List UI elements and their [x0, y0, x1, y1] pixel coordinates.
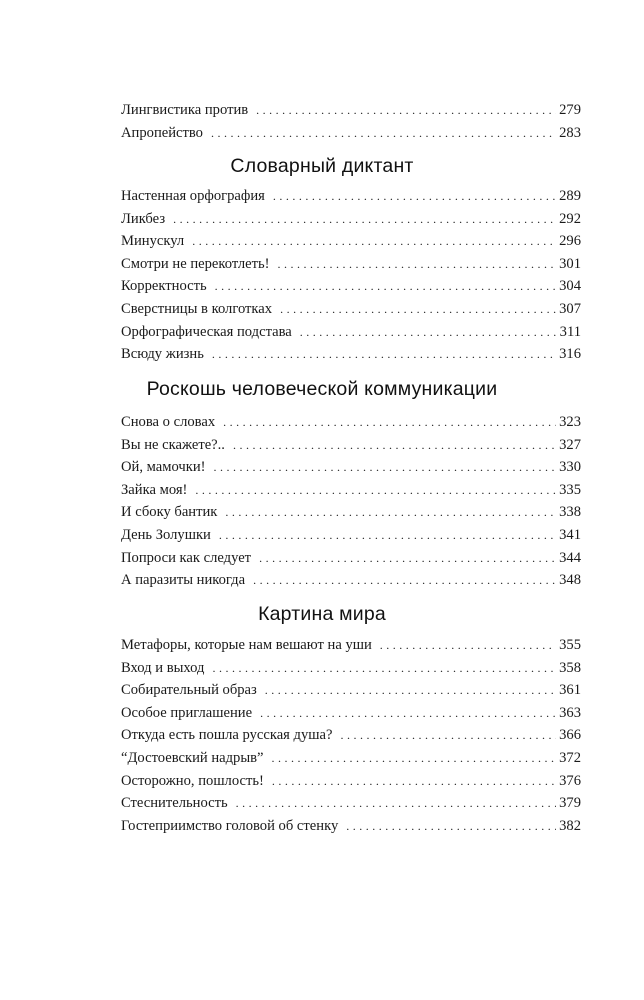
- toc-entry[interactable]: [121, 770, 581, 793]
- toc-entry[interactable]: [121, 792, 581, 815]
- toc-entry-title: День Золушки: [121, 526, 211, 543]
- toc-entry-page: 323: [559, 414, 581, 430]
- toc-entry-page: 301: [559, 255, 581, 272]
- toc-entry-title: Попроси как следует: [121, 549, 252, 566]
- toc-section-list: [121, 411, 581, 592]
- toc-entry[interactable]: [121, 456, 581, 479]
- toc-entry-title: И сбоку бантик: [121, 504, 218, 521]
- dot-leader: [346, 815, 556, 838]
- dot-leader: [195, 479, 556, 502]
- dot-leader: [233, 434, 556, 457]
- toc-entry-title: Особое приглашение: [121, 704, 253, 721]
- toc-entry-page: 279: [559, 102, 581, 118]
- dot-leader: [259, 547, 556, 570]
- toc-entry-page: 330: [559, 459, 581, 476]
- toc-entry-title: Снова о словах: [121, 414, 216, 430]
- dot-leader: [192, 230, 556, 253]
- toc-entry[interactable]: [121, 208, 581, 231]
- toc-entry[interactable]: [121, 275, 581, 298]
- toc-entry[interactable]: [121, 501, 581, 524]
- toc-entry-title: Ой, мамочки!: [121, 459, 206, 476]
- dot-leader: [273, 185, 556, 208]
- toc-entry-page: 307: [559, 300, 581, 317]
- toc-entry-page: 366: [559, 727, 581, 744]
- toc-entry-page: 335: [559, 481, 581, 498]
- toc-entry-title: Стеснительность: [121, 795, 228, 812]
- toc-entry-page: 344: [559, 549, 581, 566]
- toc-entry-title: Орфографическая подстава: [121, 323, 292, 340]
- toc-entry-title: Ликбез: [121, 210, 166, 227]
- toc-entry[interactable]: [121, 298, 581, 321]
- toc-entry[interactable]: [121, 634, 581, 657]
- toc-entry[interactable]: [121, 343, 581, 366]
- toc-entry-page: 341: [559, 526, 581, 543]
- toc-entry[interactable]: [121, 230, 581, 253]
- toc-entry[interactable]: [121, 321, 581, 344]
- toc-entry-page: 327: [559, 436, 581, 453]
- toc-entry[interactable]: [121, 479, 581, 502]
- toc-entry-title: А паразиты никогда: [121, 572, 246, 589]
- toc-entry-title: Осторожно, пошлость!: [121, 772, 264, 789]
- dot-leader: [212, 657, 556, 680]
- toc-group-continued: [121, 99, 581, 144]
- toc-section-list: [121, 185, 581, 366]
- toc-entry-page: 316: [559, 346, 581, 363]
- toc-entry-page: 289: [559, 188, 581, 204]
- toc-entry-page: 348: [559, 572, 581, 589]
- toc-entry[interactable]: [121, 547, 581, 570]
- toc-entry-title: Зайка моя!: [121, 481, 188, 498]
- toc-entry[interactable]: [121, 524, 581, 547]
- toc-entry[interactable]: [121, 99, 581, 122]
- toc-entry-title: Откуда есть пошла русская душа?: [121, 727, 333, 744]
- dot-leader: [225, 501, 556, 524]
- dot-leader: [380, 634, 556, 657]
- toc-entry-title: Минускул: [121, 233, 185, 250]
- dot-leader: [236, 792, 556, 815]
- toc-entry-page: 379: [559, 795, 581, 812]
- toc-entry-page: 311: [559, 323, 581, 340]
- toc-entry-page: 382: [559, 817, 581, 834]
- toc-entry[interactable]: [121, 411, 581, 434]
- toc-entry-page: 338: [559, 504, 581, 521]
- dot-leader: [214, 456, 557, 479]
- dot-leader: [211, 122, 556, 145]
- toc-entry[interactable]: [121, 122, 581, 145]
- toc-entry[interactable]: [121, 434, 581, 457]
- toc-entry-title: Корректность: [121, 278, 207, 295]
- toc-entry-page: 363: [559, 704, 581, 721]
- dot-leader: [265, 679, 556, 702]
- section-title: Картина мира: [258, 603, 386, 625]
- dot-leader: [280, 298, 556, 321]
- toc-entry[interactable]: [121, 569, 581, 592]
- section-title: Словарный диктант: [230, 155, 414, 177]
- toc-entry-title: Всюду жизнь: [121, 346, 204, 363]
- toc-entry[interactable]: [121, 702, 581, 725]
- toc-entry-page: 358: [559, 659, 581, 676]
- toc-entry-page: 292: [559, 210, 581, 227]
- toc-entry-title: Лингвистика против: [121, 102, 249, 118]
- dot-leader: [340, 724, 556, 747]
- toc-entry[interactable]: [121, 815, 581, 838]
- dot-leader: [272, 770, 556, 793]
- toc-entry[interactable]: [121, 679, 581, 702]
- toc-entry-title: Сверстницы в колготках: [121, 300, 273, 317]
- toc-entry[interactable]: [121, 747, 581, 770]
- dot-leader: [256, 99, 556, 122]
- dot-leader: [272, 747, 557, 770]
- toc-entry-title: “Достоевский надрыв”: [121, 749, 264, 766]
- toc-entry-title: Метафоры, которые нам вешают на уши: [121, 637, 372, 653]
- toc-entry[interactable]: [121, 724, 581, 747]
- toc-entry[interactable]: [121, 253, 581, 276]
- toc-entry-page: 304: [559, 278, 581, 295]
- toc-entry[interactable]: [121, 185, 581, 208]
- toc-entry-title: Гостеприимство головой об стенку: [121, 817, 339, 834]
- toc-entry-title: Настенная орфография: [121, 188, 265, 204]
- toc-entry-title: Апропейство: [121, 124, 203, 141]
- toc-entry-title: Собирательный образ: [121, 682, 257, 699]
- dot-leader: [215, 275, 556, 298]
- toc-entry-page: 372: [559, 749, 581, 766]
- dot-leader: [278, 253, 557, 276]
- section-title: Роскошь человеческой коммуникации: [146, 378, 498, 400]
- toc-entry-page: 376: [559, 772, 581, 789]
- dot-leader: [212, 343, 556, 366]
- dot-leader: [300, 321, 557, 344]
- toc-entry[interactable]: [121, 657, 581, 680]
- toc-entry-page: 361: [559, 682, 581, 699]
- toc-entry-page: 296: [559, 233, 581, 250]
- dot-leader: [260, 702, 556, 725]
- dot-leader: [173, 208, 556, 231]
- toc-section-list: [121, 634, 581, 837]
- dot-leader: [253, 569, 556, 592]
- toc-entry-title: Смотри не перекотлеть!: [121, 255, 270, 272]
- toc-entry-title: Вход и выход: [121, 659, 205, 676]
- toc-entry-page: 283: [559, 124, 581, 141]
- dot-leader: [223, 411, 556, 434]
- toc-entry-title: Вы не скажете?..: [121, 436, 225, 453]
- dot-leader: [219, 524, 556, 547]
- toc-entry-page: 355: [559, 637, 581, 653]
